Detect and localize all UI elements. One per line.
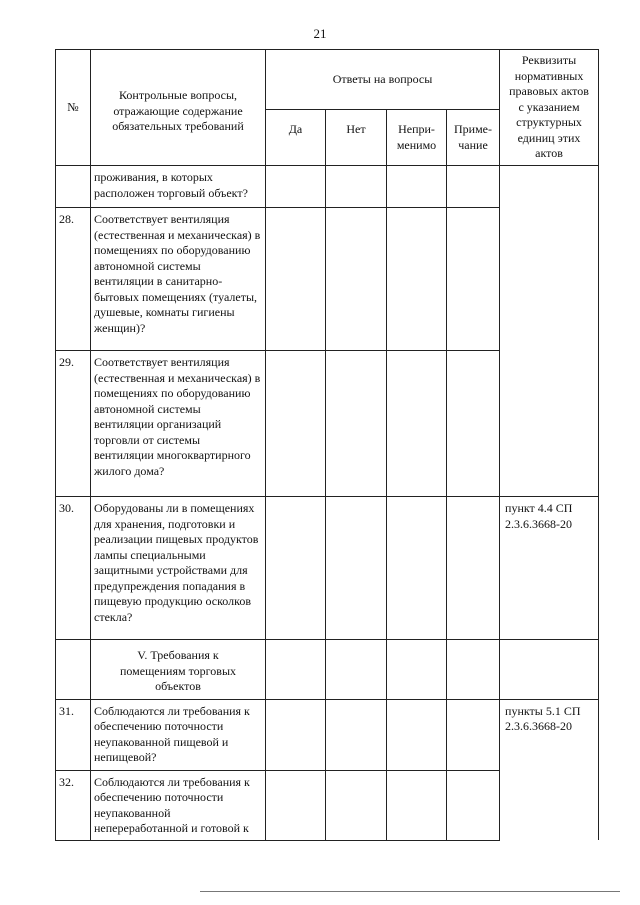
answer-yes-cell — [266, 497, 326, 640]
row-reference — [500, 640, 599, 700]
answer-no-cell — [326, 770, 387, 840]
section-title: V. Требования к помещениям торговых объектов — [91, 640, 266, 700]
answer-na-cell — [387, 699, 447, 770]
row-number: 30. — [56, 497, 91, 640]
header-yes: Да — [266, 110, 326, 166]
answer-note-cell — [447, 497, 500, 640]
header-requisites: Реквизиты нормативных правовых актов с указанием структурных единиц этих актов — [500, 50, 599, 166]
header-not-applicable: Непри- менимо — [387, 110, 447, 166]
page-bottom-edge — [200, 891, 620, 892]
row-question: Соответствует вентиляция (естественная и механическая) в помещениях по оборудованию автономной системы вентиляции в санитарно-бытовых помещениях (туалеты, душевые, комнаты гигиены женщин)? — [91, 208, 266, 351]
header-number: № — [56, 50, 91, 166]
row-question: проживания, в которых расположен торговый объект? — [91, 166, 266, 208]
header-answers: Ответы на вопросы — [266, 50, 500, 110]
answer-na-cell — [387, 351, 447, 497]
row-number — [56, 166, 91, 208]
answer-yes-cell — [266, 699, 326, 770]
answer-note-cell — [447, 699, 500, 770]
table-row — [56, 497, 599, 640]
table-row — [56, 699, 599, 770]
answer-note-cell — [447, 770, 500, 840]
row-number: 31. — [56, 699, 91, 770]
answer-note-cell — [447, 351, 500, 497]
answer-no-cell — [326, 208, 387, 351]
answer-na-cell — [387, 208, 447, 351]
header-no: Нет — [326, 110, 387, 166]
answer-note-cell — [447, 208, 500, 351]
row-number — [56, 640, 91, 700]
answer-yes-cell — [266, 351, 326, 497]
answer-note-cell — [447, 166, 500, 208]
answer-no-cell — [326, 166, 387, 208]
answer-no-cell — [326, 351, 387, 497]
answer-yes-cell — [266, 208, 326, 351]
section-row — [56, 640, 599, 700]
answer-na-cell — [387, 640, 447, 700]
table-row — [56, 166, 599, 208]
answer-yes-cell — [266, 166, 326, 208]
row-reference: пункт 4.4 СП 2.3.6.3668-20 — [500, 497, 599, 640]
row-question: Соблюдаются ли требования к обеспечению поточности неупакованной непереработанной и готовой к — [91, 770, 266, 840]
row-number: 28. — [56, 208, 91, 351]
answer-no-cell — [326, 640, 387, 700]
answer-yes-cell — [266, 770, 326, 840]
answer-note-cell — [447, 640, 500, 700]
answer-no-cell — [326, 699, 387, 770]
header-note: Приме- чание — [447, 110, 500, 166]
answer-na-cell — [387, 166, 447, 208]
answer-na-cell — [387, 497, 447, 640]
row-number: 32. — [56, 770, 91, 840]
checklist-table — [55, 49, 599, 841]
answer-no-cell — [326, 497, 387, 640]
row-reference — [500, 166, 599, 497]
row-number: 29. — [56, 351, 91, 497]
row-question: Соблюдаются ли требования к обеспечению поточности неупакованной пищевой и непищевой? — [91, 699, 266, 770]
row-reference: пункты 5.1 СП 2.3.6.3668-20 — [500, 699, 599, 840]
page-number: 21 — [313, 26, 327, 41]
row-question: Оборудованы ли в помещениях для хранения, подготовки и реализации пищевых продуктов лампы специальными защитными устройствами для предупреждения попадания в пищевую продукцию осколков стекла? — [91, 497, 266, 640]
row-question: Соответствует вентиляция (естественная и механическая) в помещениях по оборудованию автономной системы вентиляции организаций торговли от системы вентиляции многоквартирного жилого дома? — [91, 351, 266, 497]
answer-yes-cell — [266, 640, 326, 700]
header-questions: Контрольные вопросы, отражающие содержание обязательных требований — [91, 50, 266, 166]
answer-na-cell — [387, 770, 447, 840]
